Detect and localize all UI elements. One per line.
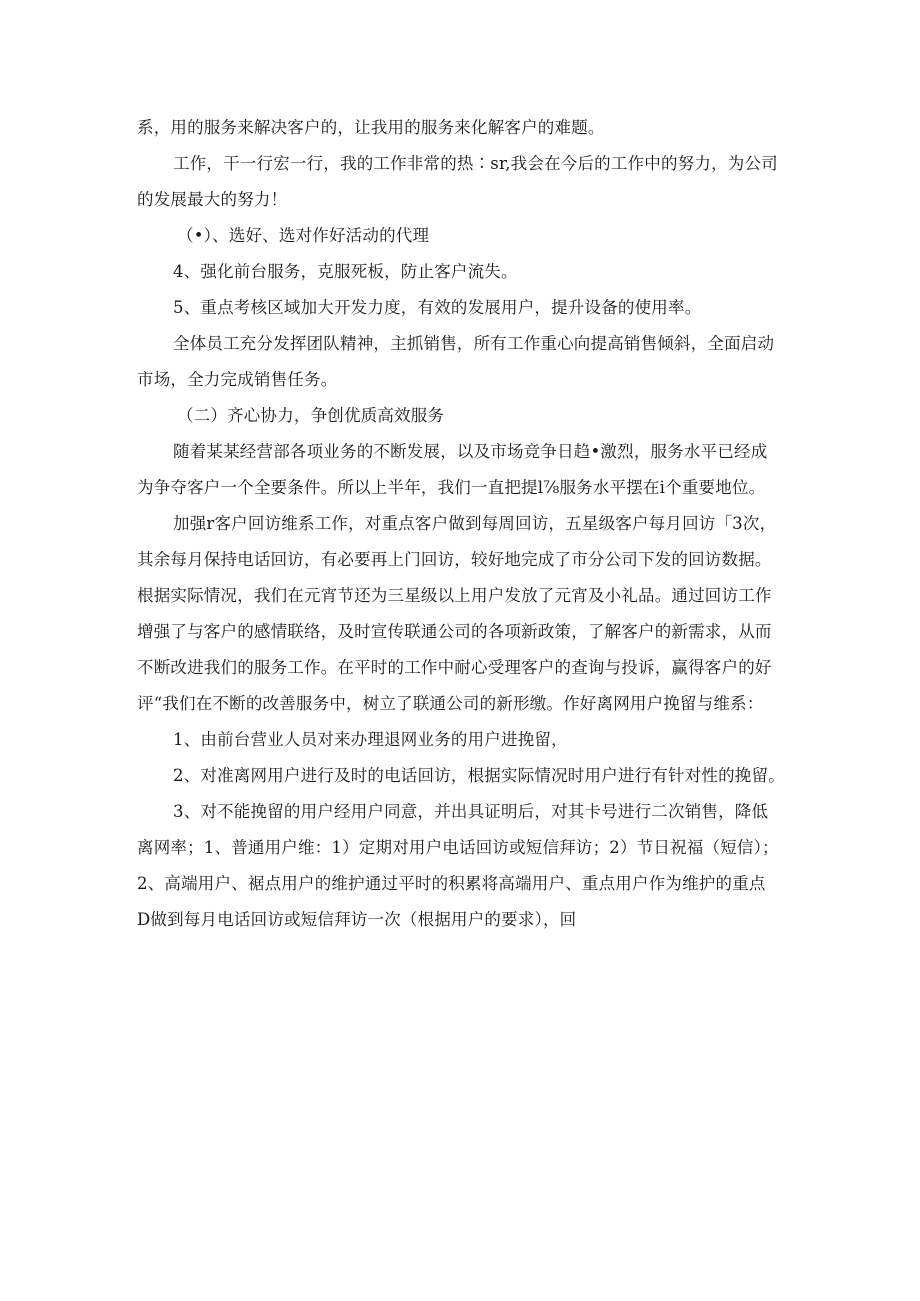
text-line-20: 3、对不能挽留的用户经用户同意，并出具证明后，对其卡号进行二次销售，降低 (173, 802, 769, 821)
text-line-3: 的发展最大的努力！ (137, 190, 288, 209)
text-line-12: 加强r客户回访维系工作，对重点客户做到每周回访，五星级客户每月回访「3次， (173, 514, 777, 533)
text-line-2: 工作，干一行宏一行，我的工作非常的热∶sr,我会在今后的工作中的努力，为公司 (173, 154, 778, 173)
text-line-7: 全体员工充分发挥团队精神，主抓销售，所有工作重心向提高销售倾斜，全面启动 (173, 334, 775, 353)
text-line-9: （二）齐心协力，争创优质高效服务 (177, 406, 445, 425)
text-line-11: 为争夺客户一个全要条件。所以上半年，我们一直把提l⅞服务水平摆在i个重要地位。 (137, 478, 766, 497)
text-line-23: D做到每月电话回访或短信拜访一次（根据用户的要求），回 (137, 910, 577, 929)
text-line-16: 不断改进我们的服务工作。在平时的工作中耐心受理客户的查询与投诉，赢得客户的好 (137, 658, 772, 677)
text-line-1: 系，用的服务来解决客户的，让我用的服务来化解客户的难题。 (137, 118, 605, 137)
text-line-18: 1、由前台营业人员对来办理退网业务的用户进挽留， (173, 730, 568, 749)
text-line-5: 4、强化前台服务，克服死板，防止客户流失。 (173, 262, 518, 281)
text-line-13: 其余每月保持电话回访，有必要再上门回访，较好地完成了市分公司下发的回访数据。 (137, 550, 772, 569)
text-line-19: 2、对准离网用户进行及时的电话回访，根据实际情况时用户进行有针对性的挽留。 (173, 766, 785, 785)
text-line-8: 市场，全力完成销售任务。 (137, 370, 338, 389)
text-line-17: 评“我们在不断的改善服务中，树立了联通公司的新形缴。作好离网用户挽留与维系： (137, 694, 764, 713)
text-line-15: 增强了与客户的感情联络，及时宣传联通公司的各项新政策，了解客户的新需求，从而 (137, 622, 772, 641)
text-line-22: 2、高端用户、裾点用户的维护通过平时的积累将高端用户、重点用户作为维护的重点 (137, 874, 766, 893)
text-line-6: 5、重点考核区域加大开发力度，有效的发展用户，提升设备的使用率。 (173, 298, 702, 317)
text-line-4: （•）、选好、选对作好活动的代理 (177, 226, 430, 245)
text-line-21: 离网率；1、普通用户维：1）定期对用户电话回访或短信拜访；2）节日祝福（短信）； (137, 838, 779, 857)
text-line-14: 根据实际情况，我们在元宵节还为三星级以上用户发放了元宵及小礼品。通过回访工作 (137, 586, 772, 605)
text-line-10: 随着某某经营部各项业务的不断发展，以及市场竞争日趋•激烈，服务水平已经成 (173, 442, 768, 461)
document-body (137, 110, 787, 938)
